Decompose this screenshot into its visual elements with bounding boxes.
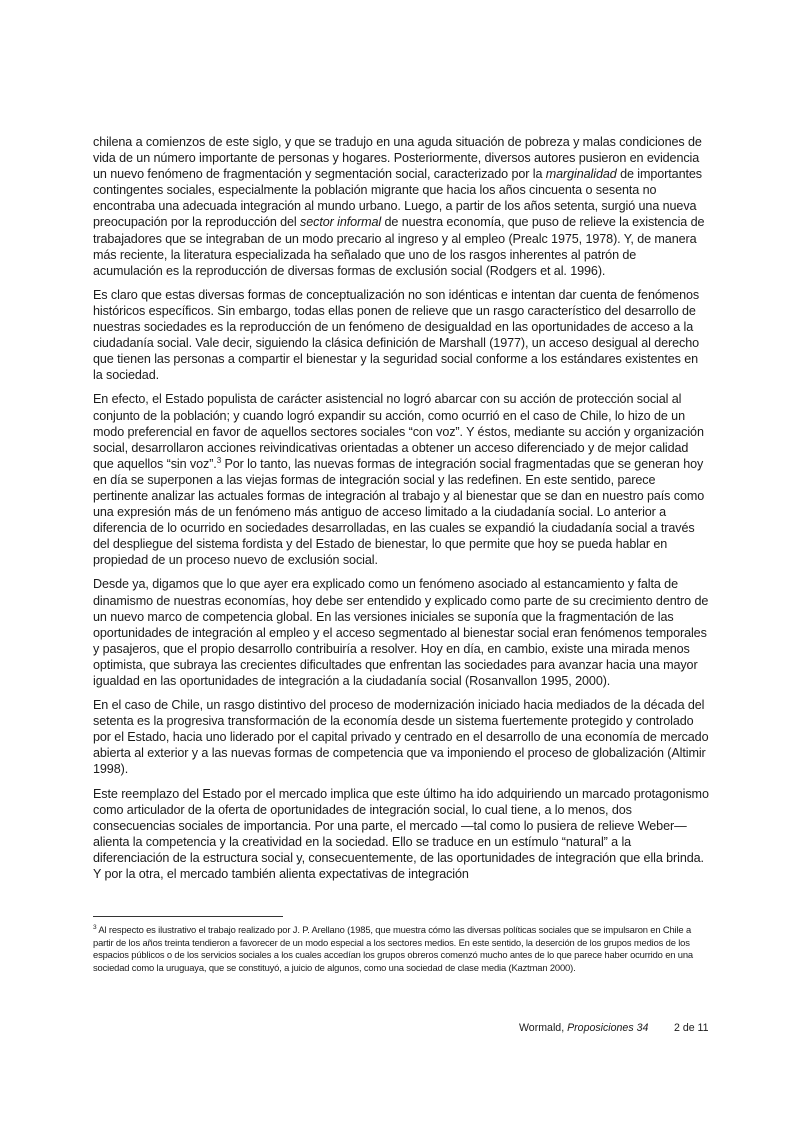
paragraph-2: Es claro que estas diversas formas de conceptualización no son idénticas e intentan dar cuenta de fenómenos históricos específicos. Sin embargo, todas ellas ponen de relieve que un rasgo característico del desarrollo de nuestras sociedades es la reproducción de un fenómeno de desigualdad en las oportunidades de acceso a la ciudadanía social. Vale decir, siguiendo la clásica definición de Marshall (1977), un acceso desigual al derecho que tienen las personas a compartir el bienestar y la seguridad social conforme a los estándares existentes en la sociedad. [93, 287, 700, 383]
document-body [93, 134, 709, 890]
paragraph-3 [93, 391, 709, 568]
footnote-divider [93, 916, 283, 917]
paragraph-1-text-a: chilena a comienzos de este siglo, y que se tradujo en una aguda situación de pobreza y malas condiciones de vida de un número importante de personas y hogares. Posteriormente, diversos autores pusieron en evidencia un nuevo fenómeno de fragmentación y segmentación social, caracterizado por la [93, 135, 702, 182]
paragraph-3-text-b: Por lo tanto, las nuevas formas de integración social fragmentadas que se generan hoy en día se superponen a las viejas formas de integración social y las redefinen. En este sentido, parece pertinente analizar las actuales formas de integración al trabajo y al bienestar que se dan en nuestro país como una expresión más de un fenómeno más antiguo de acceso limitado a la ciudadanía social. Lo anterior a diferencia de lo ocurrido en sociedades desarrolladas, en las cuales se expandió la ciudadanía social a través del despliegue del sistema fordista y del Estado de bienestar, lo que permite que hoy se pueda hablar en propiedad de un proceso nuevo de exclusión social. [93, 456, 705, 568]
term-sector-informal: sector informal [300, 215, 382, 230]
paragraph-5: En el caso de Chile, un rasgo distintivo del proceso de modernización iniciado hacia mediados de la década del setenta es la progresiva transformación de la economía desde un sistema fuertemente protegido y controlado por el Estado, hacia uno liderado por el capital privado y centrado en el desarrollo de una economía de mercado abierta al exterior y a las nuevas formas de competencia que va imponiendo el proceso de globalización (Altimir 1998). [93, 698, 709, 777]
paragraph-4: Desde ya, digamos que lo que ayer era explicado como un fenómeno asociado al estancamiento y falta de dinamismo de nuestras economías, hoy debe ser entendido y explicado como parte de su crecimiento dentro de un nuevo marco de competencia global. En las versiones iniciales se suponía que la fragmentación de las oportunidades de integración al empleo y el acceso segmentado al bienestar social eran fenómenos temporales y pasajeros, que el propio desarrollo contribuiría a resolver. Hoy en día, en cambio, existe una mirada menos optimista, que subraya las crecientes dificultades que enfrentan las sociedades para avanzar hacia una mayor igualdad en las oportunidades de integración a la ciudadanía social (Rosanvallon 1995, 2000). [93, 577, 709, 688]
term-marginalidad: marginalidad [545, 167, 617, 182]
footnote-ref-3[interactable]: 3 [216, 455, 222, 465]
footer-journal: Proposiciones 34 [567, 1022, 649, 1034]
paragraph-6: Este reemplazo del Estado por el mercado implica que este último ha ido adquiriendo un marcado protagonismo como articulador de la oferta de oportunidades de integración social, lo cual tiene, a lo menos, dos consecuencias sociales de importancia. Por una parte, el mercado —tal como lo pusiera de relieve Weber— alienta la competencia y la creatividad en la sociedad. Ello se traduce en un estímulo “natural” a la diferenciación de la estructura social y, consecuentemente, de las oportunidades de integración que ella brinda. Y por la otra, el mercado también alienta expectativas de integración [93, 786, 709, 882]
paragraph-3-text-a: En efecto, el Estado populista de carácter asistencial no logró abarcar con su acción de protección social al conjunto de la población; y cuando logró expandir su acción, como ocurrió en el caso de Chile, lo hizo de un modo preferencial en favor de aquellos sectores sociales “con voz”. Y éstos, mediante su acción y organización social, desarrollaron acciones reivindicativas orientadas a obtener un acceso diferenciado y de mejor calidad que aquellos “sin voz”. [93, 392, 704, 471]
footnote-text: Al respecto es ilustrativo el trabajo realizado por J. P. Arellano (1985, que muestra cómo las diversas políticas sociales que se impulsaron en Chile a partir de los años treinta tendieron a favorecer de un modo especial a los sectores medios. En este sentido, la deserción de los grupos medios de los espacios públicos o de los servicios sociales a los cuales accedían los grupos obreros comenzó mucho antes de lo que parece haber ocurrido en una sociedad como la uruguaya, que se constituyó, a juicio de algunos, como una sociedad de clase media (Kaztman 2000). [93, 924, 693, 973]
page-number: 2 de 11 [674, 1022, 709, 1034]
footer-author: Wormald, [519, 1022, 568, 1034]
paragraph-1-text-b: de importantes contingentes sociales, especialmente la población migrante que hacia los años cincuenta o sesenta no encontraba una adecuada integración al mundo urbano. Luego, a partir de los años setenta, surgió una nueva preocupación por la reproducción del [93, 167, 702, 230]
footnote-3 [93, 924, 709, 974]
paragraph-1 [93, 134, 709, 279]
paragraph-1-text-c: de nuestra economía, que puso de relieve la existencia de trabajadores que se integraban de un modo precario al ingreso y al empleo (Prealc 1975, 1978). Y, de manera más reciente, la literatura especializada ha señalado que uno de los rasgos inherentes al patrón de acumulación es la reproducción de diversas formas de exclusión social (Rodgers et al. 1996). [93, 215, 705, 278]
footnote-number: 3 [93, 923, 97, 931]
page-footer [519, 1022, 709, 1034]
